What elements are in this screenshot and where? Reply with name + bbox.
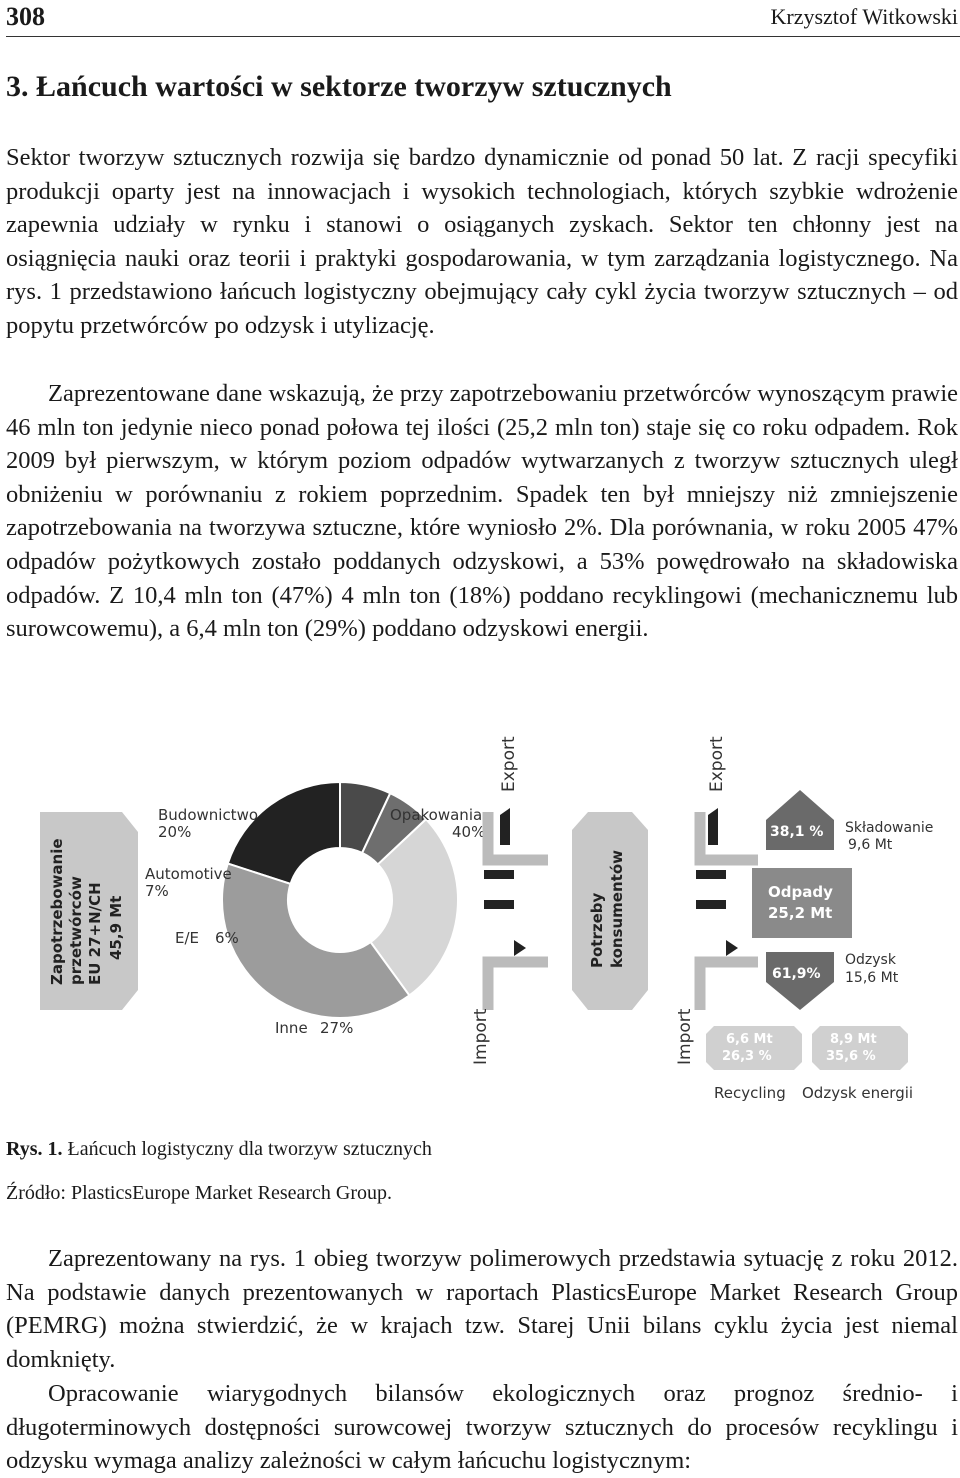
demand-label-line1: Zapotrzebowanie bbox=[48, 838, 66, 985]
recycling-pct: 26,3 % bbox=[722, 1049, 772, 1064]
landfill-label: Składowanie bbox=[845, 820, 934, 836]
figure-source: Źródło: PlasticsEurope Market Research Group. bbox=[6, 1182, 393, 1204]
paragraph-2: Zaprezentowane dane wskazują, że przy zapotrzebowaniu przetwórców wynoszącym prawie 46 mln ton jedynie nieco ponad połowa tej ilości (25,2 mln ton) staje się co roku odpadem. Rok 2009 był pierwszym, w którym poziom odpadów wytwarzanych z tworzyw sztucznych uległ obniżeniu w porównaniu z rokiem poprzednim. Spadek ten był mniejszy niż zmniejszenie zapotrzebowania na tworzywa sztuczne, które wyniosło 2%. Dla porównania, w roku 2005 47% odpadów pożytkowych zostało poddanych odzyskowi, a 53% powędrowało na składowiska odpadów. Z 10,4 mln ton (47%) 4 mln ton (18%) poddano recyklingowi (mechanicznemu lub surowcowemu), a 6,4 mln ton (29%) poddano odzyskowi energii. bbox=[6, 380, 958, 643]
section-title: 3. Łańcuch wartości w sektorze tworzyw sztucznych bbox=[6, 70, 672, 103]
demand-label-line4: 45,9 Mt bbox=[107, 895, 125, 960]
flow-bar-2 bbox=[696, 870, 726, 879]
label-inne-pct: 27% bbox=[320, 1019, 354, 1037]
caption-text: Łańcuch logistyczny dla tworzyw sztucznych bbox=[67, 1138, 432, 1160]
flow-bar-3 bbox=[484, 900, 514, 909]
recovery-pct: 61,9% bbox=[772, 966, 821, 982]
figure-plastics-chain bbox=[0, 720, 960, 1120]
landfill-arrow bbox=[766, 790, 834, 850]
label-ee-pct: 6% bbox=[215, 929, 239, 947]
label-ee: E/E bbox=[175, 929, 200, 947]
label-opakowania: Opakowania bbox=[390, 806, 483, 824]
label-budownictwo: Budownictwo bbox=[158, 806, 259, 824]
waste-box bbox=[752, 868, 852, 938]
import-label-2: Import bbox=[675, 1008, 695, 1065]
consumers-label-line2: konsumentów bbox=[608, 850, 626, 968]
flow-line-export-1 bbox=[488, 812, 548, 860]
label-automotive: Automotive bbox=[145, 865, 232, 883]
figure-caption bbox=[6, 1138, 432, 1161]
label-budownictwo-pct: 20% bbox=[158, 823, 192, 841]
consumers-label-line1: Potrzeby bbox=[588, 892, 606, 968]
energy-mt: 8,9 Mt bbox=[830, 1032, 877, 1047]
waste-label: Odpady bbox=[768, 883, 833, 901]
label-opakowania-pct: 40% bbox=[452, 823, 486, 841]
figure-svg bbox=[0, 720, 960, 1120]
landfill-value: 9,6 Mt bbox=[848, 837, 893, 853]
flow-line-import-1 bbox=[488, 962, 548, 1010]
export-label-1: Export bbox=[499, 736, 519, 792]
recovery-value: 15,6 Mt bbox=[845, 970, 899, 986]
caption-label: Rys. 1. bbox=[6, 1138, 63, 1160]
demand-label-line3: EU 27+N/CH bbox=[86, 882, 104, 985]
label-inne: Inne bbox=[275, 1019, 308, 1037]
energy-pct: 35,6 % bbox=[826, 1049, 876, 1064]
recycling-mt: 6,6 Mt bbox=[726, 1032, 773, 1047]
demand-label-line2: przetwórców bbox=[67, 876, 85, 985]
flow-bar-4 bbox=[696, 900, 726, 909]
paragraph-1: Sektor tworzyw sztucznych rozwija się bardzo dynamicznie od ponad 50 lat. Z racji specyfiki produkcji oparty jest na innowacjach i wysokich technologiach, których szybkie wdrożenie zapewnia udziały w rynku i stanowi o osiąganych zyskach. Sektor ten chłonny jest na osiągnięcia nauki oraz teorii i praktyki gospodarowania, w tym zarządzania logistycznego. Na rys. 1 przedstawiono łańcuch logistyczny obejmujący cały cykl życia tworzyw sztucznych – od popytu przetwórców po odzysk i utylizację. bbox=[6, 144, 958, 339]
landfill-pct: 38,1 % bbox=[770, 824, 824, 840]
page-number: 308 bbox=[6, 2, 45, 31]
paragraph-3: Zaprezentowany na rys. 1 obieg tworzyw polimerowych przedstawia sytuację z roku 2012. Na podstawie danych prezentowanych w raportach PlasticsEurope Market Research Group (PEMRG) można stwierdzić, że w krajach tzw. Starej Unii bilans cyklu życia jest niemal domknięty. bbox=[6, 1245, 958, 1373]
label-automotive-pct: 7% bbox=[145, 882, 169, 900]
running-head-author: Krzysztof Witkowski bbox=[770, 4, 958, 29]
export-label-2: Export bbox=[707, 736, 727, 792]
import-label-1: Import bbox=[471, 1008, 491, 1065]
export-arrow-1 bbox=[500, 808, 510, 845]
flow-arrow-1 bbox=[514, 940, 526, 956]
recovery-label: Odzysk bbox=[845, 952, 896, 968]
flow-line-import-2 bbox=[700, 962, 758, 1010]
waste-value: 25,2 Mt bbox=[768, 904, 833, 922]
page-header bbox=[6, 0, 960, 37]
recycling-label: Recycling bbox=[714, 1084, 786, 1102]
export-arrow-2 bbox=[708, 808, 718, 845]
flow-bar-1 bbox=[484, 870, 514, 879]
flow-arrow-2 bbox=[726, 940, 738, 956]
paragraph-4: Opracowanie wiarygodnych bilansów ekologicznych oraz prognoz średnio- i długoterminowych dostępności surowcowej tworzyw sztucznych do procesów recyklingu i odzysku wymaga analizy zależności w całym łańcuchu logistycznym: bbox=[6, 1380, 958, 1475]
energy-label: Odzysk energii bbox=[802, 1084, 914, 1102]
